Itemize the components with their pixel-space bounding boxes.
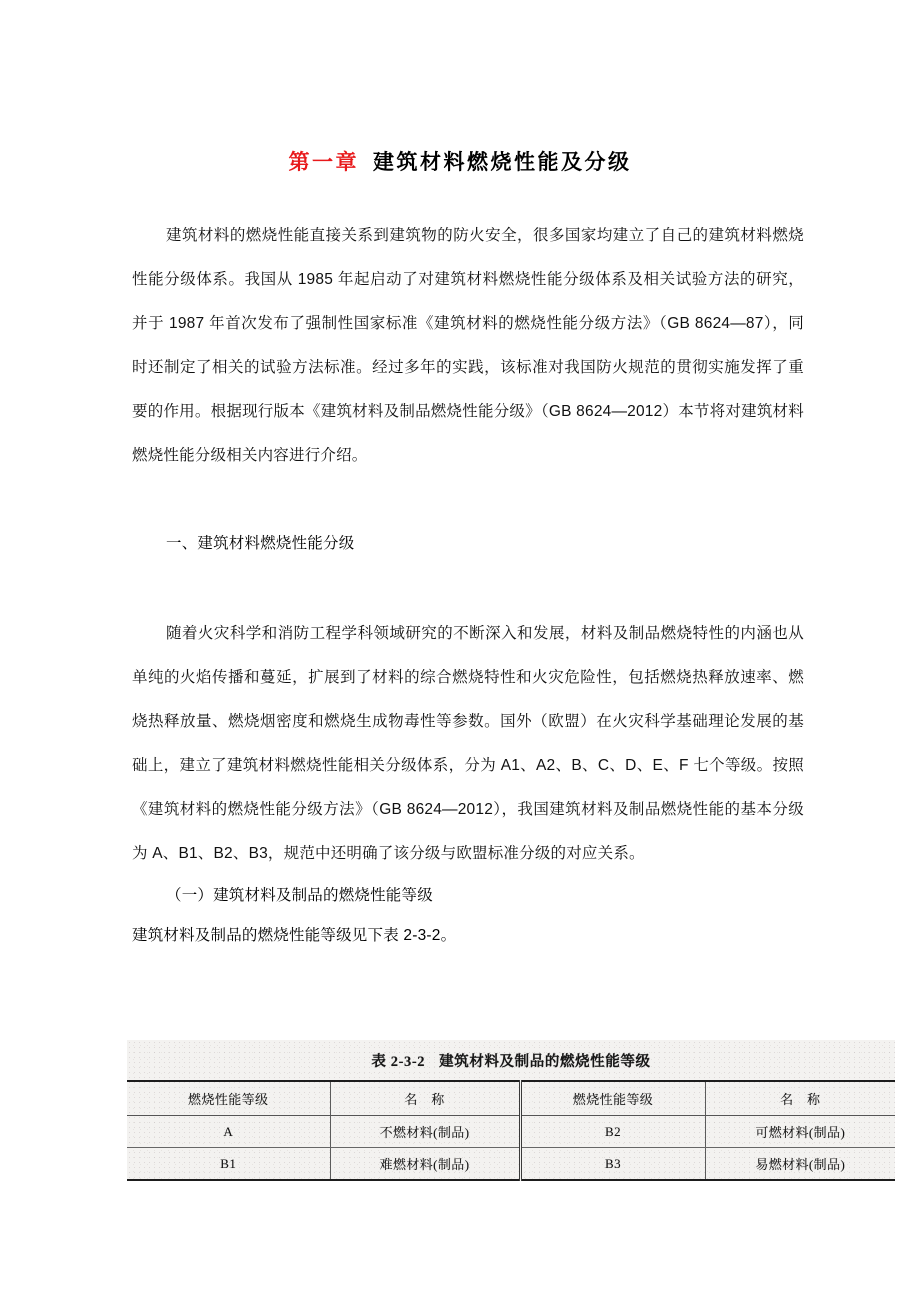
cell-grade-a: A bbox=[127, 1116, 330, 1148]
cell-grade-b3: B3 bbox=[520, 1148, 705, 1181]
chapter-name: 建筑材料燃烧性能及分级 bbox=[373, 151, 632, 174]
document-body bbox=[132, 214, 804, 956]
table-row bbox=[127, 1116, 895, 1148]
section-1-paragraph: 随着火灾科学和消防工程学科领域研究的不断深入和发展，材料及制品燃烧特性的内涵也从单纯的火焰传播和蔓延，扩展到了材料的综合燃烧特性和火灾危险性，包括燃烧热释放速率、燃烧热释放量、燃烧烟密度和燃烧生成物毒性等参数。国外（欧盟）在火灾科学基础理论发展的基础上，建立了建筑材料燃烧性能相关分级体系，分为 A1、A2、B、C、D、E、F 七个等级。按照《建筑材料的燃烧性能分级方法》（GB 8624—2012），我国建筑材料及制品燃烧性能的基本分级为 A、B1、B2、B3，规范中还明确了该分级与欧盟标准分级的对应关系。 bbox=[132, 625, 804, 862]
table-row bbox=[127, 1148, 895, 1181]
cell-grade-b2: B2 bbox=[520, 1116, 705, 1148]
table-header bbox=[127, 1081, 895, 1116]
spacer-after-intro bbox=[132, 478, 804, 522]
chapter-number: 第一章 bbox=[288, 151, 359, 174]
combustion-grade-table bbox=[127, 1080, 895, 1181]
table-body bbox=[127, 1116, 895, 1181]
cell-name-b3: 易燃材料(制品) bbox=[705, 1148, 895, 1181]
table-caption bbox=[127, 1040, 895, 1080]
spacer-after-section-heading bbox=[132, 566, 804, 612]
page-title bbox=[0, 148, 920, 178]
intro-paragraph: 建筑材料的燃烧性能直接关系到建筑物的防火安全，很多国家均建立了自己的建筑材料燃烧性能分级体系。我国从 1985 年起启动了对建筑材料燃烧性能分级体系及相关试验方法的研究，并于 1987 年首次发布了强制性国家标准《建筑材料的燃烧性能分级方法》（GB 8624—87），同时还制定了相关的试验方法标准。经过多年的实践，该标准对我国防火规范的贯彻实施发挥了重要的作用。根据现行版本《建筑材料及制品燃烧性能分级》（GB 8624—2012）本节将对建筑材料燃烧性能分级相关内容进行介绍。 bbox=[132, 227, 804, 464]
scanned-table-figure bbox=[127, 1040, 895, 1181]
table-header-row bbox=[127, 1081, 895, 1116]
table-lead-in-text: 建筑材料及制品的燃烧性能等级见下表 2-3-2。 bbox=[132, 927, 457, 944]
cell-name-a: 不燃材料(制品) bbox=[330, 1116, 520, 1148]
table-caption-number: 表 2-3-2 bbox=[371, 1054, 426, 1070]
cell-grade-b1: B1 bbox=[127, 1148, 330, 1181]
header-cell-grade-left: 燃烧性能等级 bbox=[127, 1081, 330, 1116]
cell-name-b2: 可燃材料(制品) bbox=[705, 1116, 895, 1148]
subsection-heading-1: （一）建筑材料及制品的燃烧性能等级 bbox=[166, 887, 433, 904]
table-caption-title: 建筑材料及制品的燃烧性能等级 bbox=[439, 1054, 651, 1070]
header-cell-grade-right: 燃烧性能等级 bbox=[520, 1081, 705, 1116]
cell-name-b1: 难燃材料(制品) bbox=[330, 1148, 520, 1181]
section-heading-1: 一、建筑材料燃烧性能分级 bbox=[166, 535, 355, 552]
header-cell-name-right: 名 称 bbox=[705, 1081, 895, 1116]
header-cell-name-left: 名 称 bbox=[330, 1081, 520, 1116]
